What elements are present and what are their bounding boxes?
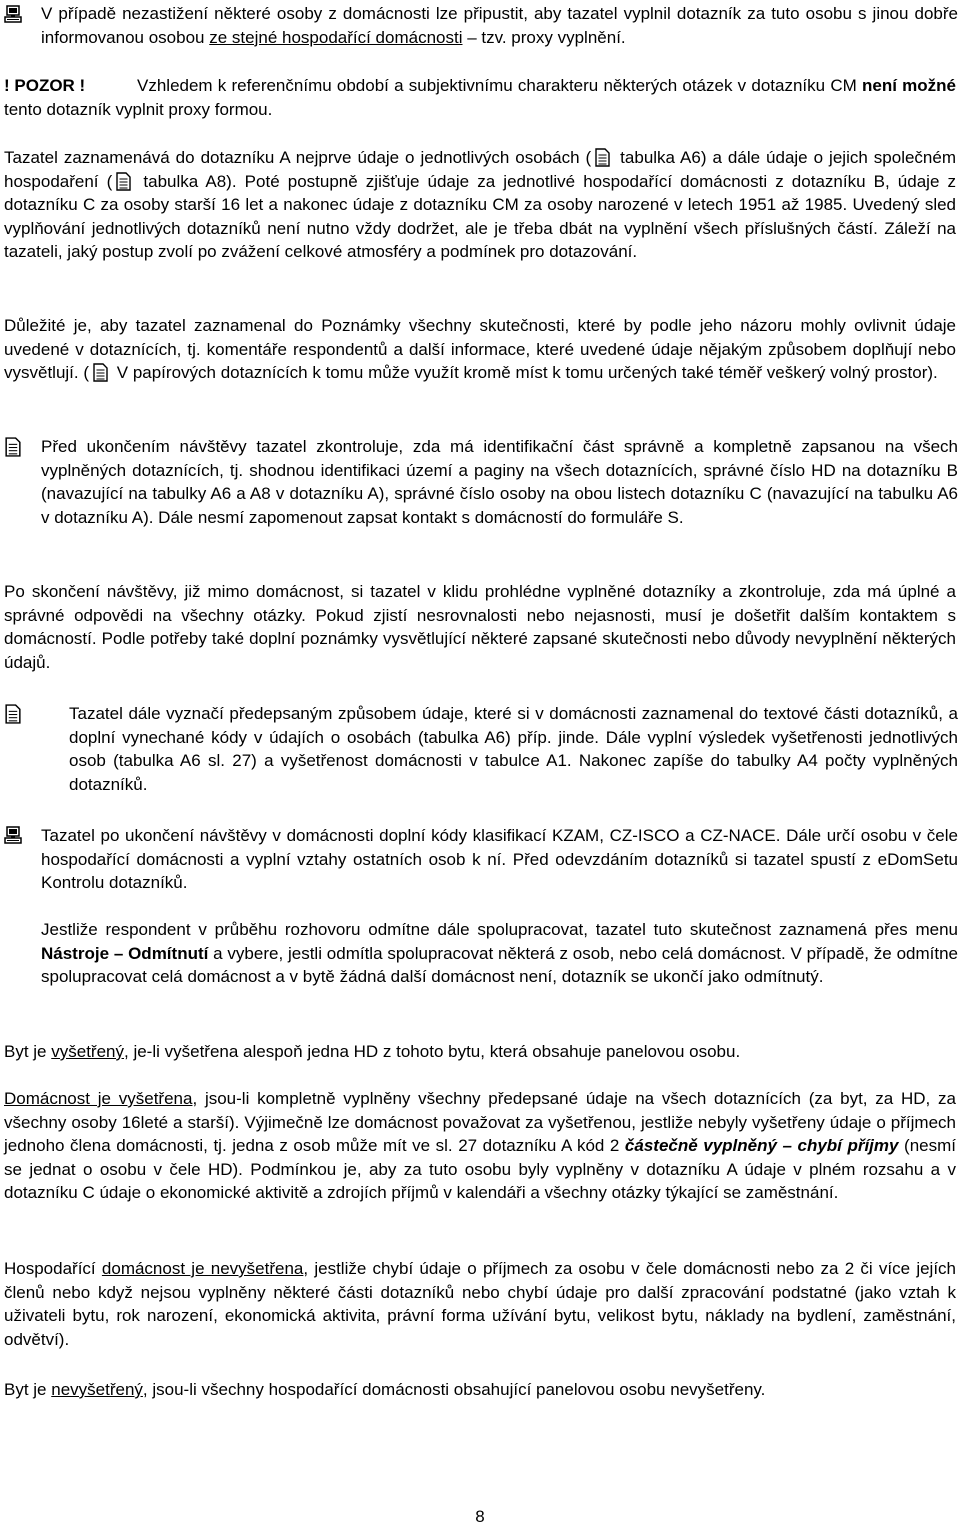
after-visit-paragraph: Po skončení návštěvy, již mimo domácnost, si tazatel v klidu prohlédne vyplněné dotazníky a zkontroluje, zda má úplné a správné odpovědi na všechny otázky. Pokud zjistí nesrovnalosti nebo nejasnosti, musí je došetřit dalším kontaktem s domácností. Podle potřeby také doplní poznámky vysvětlující některé zapsané skutečnosti nebo důvody nevyplnění některých údajů. — [4, 582, 956, 672]
marking-paragraph: Tazatel dále vyznačí předepsaným způsobem údaje, které si v domácnosti zaznamenal do textové části dotazníků, a doplní vynechané kódy v údajích o osobách (tabulka A6) příp. jinde. Dále vyplní výsledek vyšetřenosti jednotlivých osob (tabulka A6 sl. 27) a vyšetřenost domácnosti v tabulce A1. Nakonec zapíše do tabulky A4 počty vyplněných dotazníků. — [69, 704, 958, 794]
household-unsurveyed-paragraph: Hospodařící domácnost je nevyšetřena, jestliže chybí údaje o příjmech za osobu v čele domácnosti nebo za 2 či více jejích členů nebo když nejsou vyplněny některé části dotazníků nebo chybí údaje pro další zpracování podstatné (jako vztah k uživateli bytu, rok narození, ekonomická aktivita, právní forma užívání bytu, velikost bytu, náklady na bydlení, zaměstnání, odvětví). — [4, 1259, 957, 1349]
household-surveyed-paragraph: Domácnost je vyšetřena, jsou-li kompletně vyplněny všechny předepsané údaje na všech dotaznících (za byt, za HD, za všechny osoby 16leté a starší). Výjimečně lze domácnost považovat za vyšetřenou, jestliže nebyly vyšetřeny údaje o příjmech jednoho člena domácnosti, tj. jedna z osob může mít ve sl. 27 dotazníku A kód 2 částečně vyplněný – chybí příjmy (nesmí se jednat o osobu v čele HD). Podmínkou je, aby za tuto osobu byly vyplněny v dotazníku A údaje v plném rozsahu a v dotazníku C údaje o ekonomické aktivitě a zdrojích příjmů v kalendáři a všechny otázky týkající se zaměstnání. — [4, 1089, 956, 1203]
notes-paragraph: Důležité je, aby tazatel zaznamenal do Poznámky všechny skutečnosti, které by podle jeho názoru mohly ovlivnit údaje uvedené v dotaznících, tj. komentáře respondentů a další informace, které uvedené údaje nějakým způsobem doplňují nebo vysvětlují. ( V papírových dotaznících k tomu může využít kromě míst k tomu určených také téměř veškerý volný prostor). — [4, 316, 956, 383]
document-icon — [594, 148, 611, 167]
refusal-paragraph: Jestliže respondent v průběhu rozhovoru odmítne dále spolupracovat, tazatel tuto skutečnost zaznamená přes menu Nástroje – Odmítnutí a vybere, jestli odmítla spolupracovat některá z osob, nebo celá domácnost. V případě, že odmítne spolupracovat celá domácnost a v bytě žádná další domácnost není, dotazník se ukončí jako odmítnutý. — [41, 920, 958, 987]
document-icon — [92, 363, 109, 382]
computer-icon — [4, 5, 22, 25]
same-household-link: ze stejné hospodařící domácnosti — [209, 27, 463, 47]
computer-icon — [4, 826, 22, 846]
warning-label: ! POZOR ! — [4, 76, 86, 95]
document-icon — [4, 704, 22, 724]
check-paragraph: Před ukončením návštěvy tazatel zkontroluje, zda má identifikační část správně a kompletně zapsanou na všech vyplněných dotaznících, tj. shodnou identifikaci území a paginy na všech dotaznících, správné číslo HD na dotazníku B (navazující na tabulky A6 a A8 v dotazníku A), správné číslo osoby na obou listech dotazníku C (navazující na tabulku A6 v dotazníku A). Dále nesmí zapomenout zapsat kontakt s domácností do formuláře S. — [41, 437, 958, 527]
order-paragraph: Tazatel zaznamenává do dotazníku A nejprve údaje o jednotlivých osobách ( tabulka A6) a dále údaje o jejich společném hospodaření ( tabulka A8). Poté postupně zjišťuje údaje za jednotlivé hospodařící domácnosti z dotazníku B, údaje z dotazníku C za osoby starší 16 let a nakonec údaje z dotazníku CM za osoby narozené v letech 1951 až 1985. Uvedený sled vyplňování jednotlivých dotazníků není nutno vždy dodržet, ale je třeba dbát na vyplnění všech příslušných částí. Záleží na tazateli, jaký postup zvolí po zvážení celkové atmosféry a podmínek pro dotazování. — [4, 148, 957, 262]
dwelling-surveyed-paragraph: Byt je vyšetřený, je-li vyšetřena alespoň jedna HD z tohoto bytu, která obsahuje panelovou osobu. — [4, 1042, 741, 1061]
proxy-paragraph: V případě nezastižení některé osoby z domácnosti lze připustit, aby tazatel vyplnil dotazník za tuto osobu s jinou dobře informovanou osobou ze stejné hospodařící domácnosti – tzv. proxy vyplnění. — [41, 4, 958, 47]
classification-paragraph: Tazatel po ukončení návštěvy v domácnosti doplní kódy klasifikací KZAM, CZ-ISCO a CZ-NACE. Dále určí osobu v čele hospodařící domácnosti a vyplní vztahy ostatních osob k ní. Před odevzdáním dotazníků si tazatel spustí z eDomSetu Kontrolu dotazníků. — [41, 826, 958, 893]
page-number: 8 — [475, 1507, 485, 1526]
dwelling-unsurveyed-paragraph: Byt je nevyšetřený, jsou-li všechny hospodařící domácnosti obsahující panelovou osobu nevyšetřeny. — [4, 1380, 766, 1399]
warning-paragraph: Vzhledem k referenčnímu období a subjektivnímu charakteru některých otázek v dotazníku CM není možné tento dotazník vyplnit proxy formou. — [4, 76, 956, 119]
document-icon — [4, 437, 22, 457]
document-icon — [115, 172, 132, 191]
